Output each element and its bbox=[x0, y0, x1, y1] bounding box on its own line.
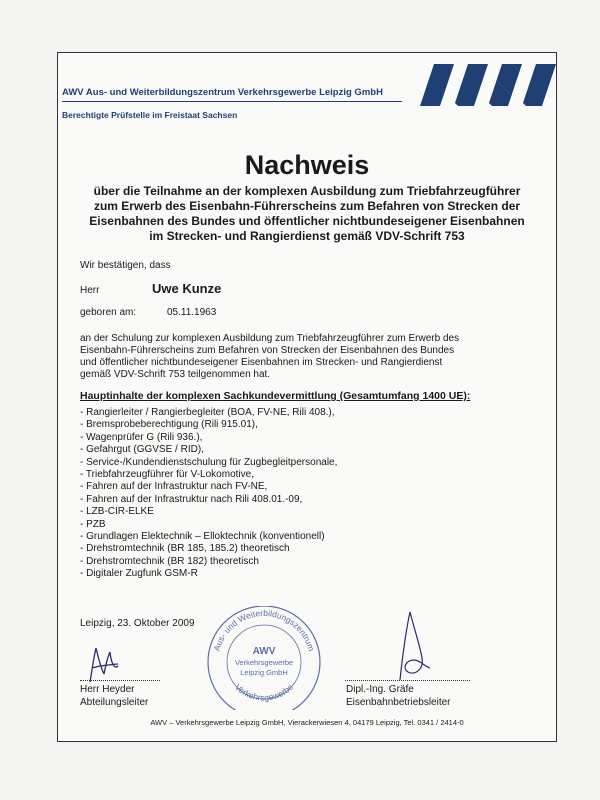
birth-label: geboren am: bbox=[80, 307, 137, 318]
stamp-center-awv: AWV bbox=[252, 646, 276, 657]
list-item: - Triebfahrzeugführer für V-Lokomotive, bbox=[80, 469, 254, 481]
signature-heyder bbox=[84, 644, 124, 684]
stamp-center-line2: Verkehrsgewerbe bbox=[234, 658, 294, 667]
signature-line-left bbox=[80, 680, 160, 681]
organization-stamp bbox=[200, 606, 328, 710]
subtitle-line: zum Erwerb des Eisenbahn-Führerscheins zum Befahren von Strecken der bbox=[93, 199, 521, 213]
list-item: - PZB bbox=[80, 518, 106, 530]
list-item: - Drehstromtechnik (BR 185, 185.2) theoretisch bbox=[80, 543, 290, 555]
paragraph-line: und öffentlicher nichtbundeseigener Eisenbahnen im Strecken- und Rangierdienst bbox=[80, 357, 443, 368]
stamp-ring-text: Aus- und Weiterbildungszentrum bbox=[211, 607, 317, 653]
place-date: Leipzig, 23. Oktober 2009 bbox=[80, 618, 195, 629]
section-heading: Hauptinhalte der komplexen Sachkundevermittlung (Gesamtumfang 1400 UE): bbox=[80, 390, 471, 402]
list-item: - Gefahrgut (GGVSE / RID), bbox=[80, 444, 204, 456]
list-item: - Fahren auf der Infrastruktur nach FV-NE, bbox=[80, 481, 268, 493]
list-item: - Digitaler Zugfunk GSM-R bbox=[80, 568, 198, 580]
awv-logo bbox=[420, 64, 556, 108]
organization-name: AWV Aus- und Weiterbildungszentrum Verkehrsgewerbe Leipzig GmbH bbox=[62, 87, 383, 98]
list-item: - Grundlagen Elektechnik – Elloktechnik (konventionell) bbox=[80, 531, 325, 543]
paragraph-line: gemäß VDV-Schrift 753 teilgenommen hat. bbox=[80, 369, 271, 380]
subtitle-line: Eisenbahnen des Bundes und öffentlicher nichtbundeseigener Eisenbahnen bbox=[89, 214, 525, 228]
certificate-paragraph bbox=[80, 333, 550, 381]
list-item: - Drehstromtechnik (BR 182) theoretisch bbox=[80, 555, 259, 567]
right-signer-name: Dipl.-Ing. Gräfe bbox=[346, 684, 414, 695]
document-subtitle bbox=[66, 184, 548, 244]
stamp-center-line3: Leipzig GmbH bbox=[240, 668, 288, 677]
header-rule bbox=[62, 101, 402, 102]
salutation: Herr bbox=[80, 285, 100, 296]
right-signer-role: Eisenbahnbetriebsleiter bbox=[346, 697, 451, 708]
document-title: Nachweis bbox=[244, 150, 370, 180]
organization-subline: Berechtigte Prüfstelle im Freistaat Sachsen bbox=[62, 110, 238, 120]
birth-date: 05.11.1963 bbox=[167, 307, 217, 318]
list-item: - Rangierleiter / Rangierbegleiter (BOA, FV-NE, Rili 408.), bbox=[80, 407, 335, 418]
person-name: Uwe Kunze bbox=[152, 281, 222, 296]
svg-text:Verkehrsgewerbe bbox=[233, 682, 295, 703]
list-item: - Wagenprüfer G (Rili 936.), bbox=[80, 431, 203, 443]
paragraph-line: Eisenbahn-Führerscheins zum Befahren von Strecken der Eisenbahnen des Bundes bbox=[80, 345, 455, 356]
footer-address: AWV – Verkehrsgewerbe Leipzig GmbH, Vierackerwiesen 4, 04179 Leipzig, Tel. 0341 / 2414-0 bbox=[150, 718, 464, 727]
confirmation-text: Wir bestätigen, dass bbox=[80, 260, 171, 271]
topic-list bbox=[80, 407, 337, 581]
left-signer-role: Abteilungsleiter bbox=[80, 697, 149, 708]
list-item: - Bremsprobeberechtigung (Rili 915.01), bbox=[80, 419, 258, 431]
subtitle-line: im Strecken- und Rangierdienst gemäß VDV-Schrift 753 bbox=[149, 229, 465, 243]
list-item: - Fahren auf der Infrastruktur nach Rili 408.01.-09, bbox=[80, 493, 303, 505]
signature-graefe bbox=[380, 610, 440, 682]
list-item: - LZB-CIR-ELKE bbox=[80, 506, 154, 518]
signature-line-right bbox=[345, 680, 470, 681]
left-signer-name: Herr Heyder bbox=[80, 684, 135, 695]
stamp-bottom-text: Verkehrsgewerbe bbox=[233, 681, 295, 703]
subtitle-line: über die Teilnahme an der komplexen Ausbildung zum Triebfahrzeugführer bbox=[93, 184, 521, 198]
list-item: - Service-/Kundendienstschulung für Zugbegleitpersonale, bbox=[80, 456, 338, 468]
paragraph-line: an der Schulung zur komplexen Ausbildung zum Triebfahrzeugführer zum Erwerb des bbox=[80, 333, 460, 344]
